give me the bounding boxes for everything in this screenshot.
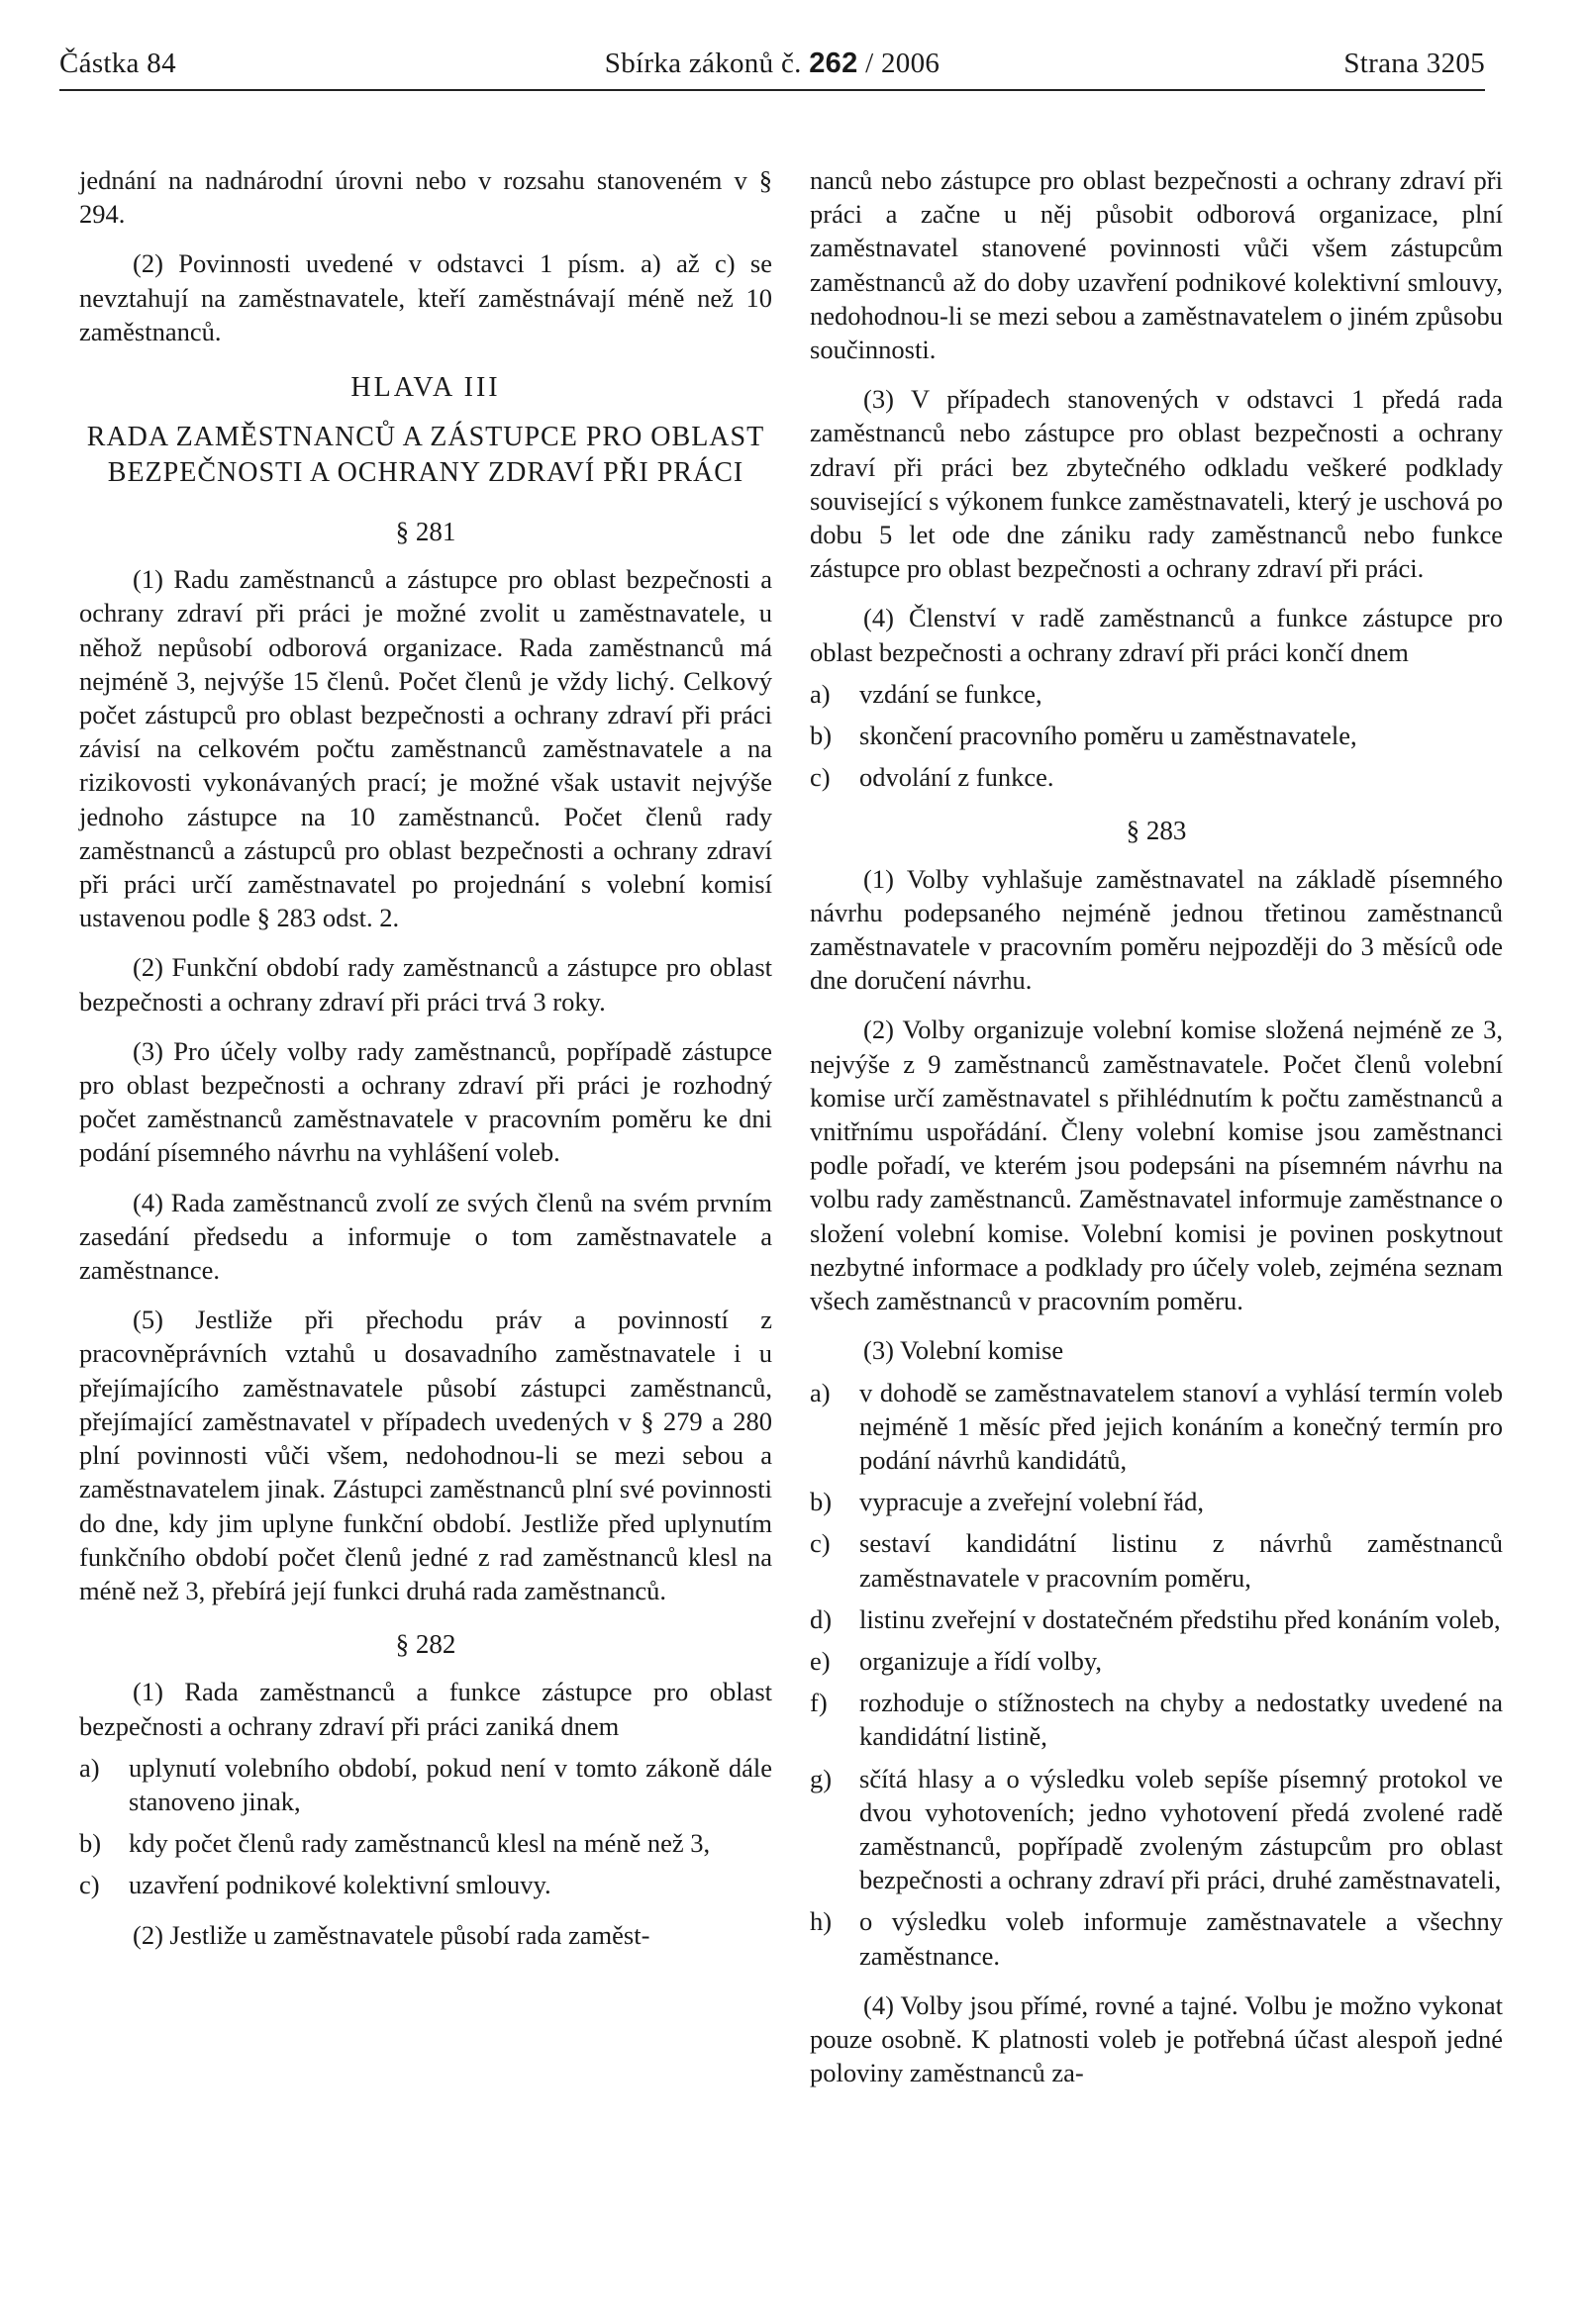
list-item <box>810 1904 1503 1972</box>
list-item-label: c) <box>810 762 831 793</box>
list-item-text: odvolání z funkce. <box>859 762 1054 793</box>
list-item-text: organizuje a řídí volby, <box>859 1645 1103 1676</box>
list-282-1 <box>79 1751 772 1902</box>
list-item-label: c) <box>810 1528 831 1559</box>
list-283-3 <box>810 1376 1503 1973</box>
list-item-label: a) <box>810 1377 831 1407</box>
page-header <box>59 48 1485 95</box>
paragraph-281-2: (2) Funkční období rady zaměstnanců a zástupce pro oblast bezpečnosti a ochrany zdraví při práci trvá 3 roky. <box>79 952 772 1017</box>
list-item-text: o výsledku voleb informuje zaměstnavatele a všechny zaměstnance. <box>859 1906 1503 1971</box>
list-item-label: a) <box>810 678 831 709</box>
list-item-text: uplynutí volebního období, pokud není v tomto zákoně dále stanoveno jinak, <box>129 1752 772 1816</box>
paragraph-280-2: (2) Povinnosti uvedené v odstavci 1 písm. a) až c) se nevztahují na zaměstnavatele, kteří zaměstnávají méně než 10 zaměstnanců. <box>79 248 772 346</box>
collection-year: / 2006 <box>865 48 940 79</box>
paragraph-281-4: (4) Rada zaměstnanců zvolí ze svých členů na svém prvním zasedání předsedu a informuje o tom zaměstnavatele a zaměstnance. <box>79 1187 772 1286</box>
paragraph-282-2-start: (2) Jestliže u zaměstnavatele působí rada zaměst- <box>133 1919 650 1950</box>
collection-title <box>59 48 1485 80</box>
list-item <box>810 1762 1503 1897</box>
paragraph-282-1: (1) Rada zaměstnanců a funkce zástupce pro oblast bezpečnosti a ochrany zdraví při práci zaniká dnem <box>79 1677 772 1741</box>
list-item <box>79 1826 772 1860</box>
paragraph-283-3: (3) Volební komise <box>863 1335 1064 1366</box>
issue-number: Částka 84 <box>59 48 176 79</box>
list-item-label: e) <box>810 1645 831 1676</box>
list-item <box>810 1376 1503 1478</box>
chapter-title: RADA ZAMĚSTNANCŮ A ZÁSTUPCE PRO OBLAST BEZPEČNOSTI A OCHRANY ZDRAVÍ PŘI PRÁCI <box>86 422 765 489</box>
list-item-label: a) <box>79 1752 100 1783</box>
list-item <box>810 760 1503 794</box>
paragraph-282-3: (3) V případech stanovených v odstavci 1 předá rada zaměstnanců nebo zástupce pro oblast bezpečnosti a ochrany zdraví při práci bez zbytečného odkladu veškeré podklady související s výkonem funkce zaměstnavateli, který je uschová po dobu 5 let ode dne zániku rady zaměstnanců nebo funkce zástupce pro oblast bezpečnosti a ochrany zdraví při práci. <box>810 384 1503 584</box>
paragraph-282-4: (4) Členství v radě zaměstnanců a funkce zástupce pro oblast bezpečnosti a ochrany zdraví při práci končí dnem <box>810 603 1503 667</box>
list-item-label: g) <box>810 1763 833 1793</box>
list-item-text: vypracuje a zveřejní volební řád, <box>859 1487 1205 1517</box>
paragraph-282-2-continued: nanců nebo zástupce pro oblast bezpečnosti a ochrany zdraví při práci a začne u něj působit odborová organizace, plní zaměstnavatel stanovené povinnosti vůči všem zástupcům zaměstnanců až do doby uzavření podnikové kolektivní smlouvy, nedohodnou-li se mezi sebou a zaměstnavatelem o jiném způsobu součinnosti. <box>810 165 1503 365</box>
list-item <box>810 1644 1503 1678</box>
list-item-text: sčítá hlasy a o výsledku voleb sepíše písemný protokol ve dvou vyhotoveních; jedno vyhotovení předá zvolené radě zaměstnanců, popřípadě zvoleným zástupcům pro oblast bezpečnosti a ochrany zdraví při práci, druhé zaměstnavateli, <box>859 1763 1503 1895</box>
list-item-text: vzdání se funkce, <box>859 678 1042 709</box>
chapter-heading: HLAVA III <box>350 372 501 404</box>
list-item-text: skončení pracovního poměru u zaměstnavatele, <box>859 721 1357 751</box>
paragraph-281-1: (1) Radu zaměstnanců a zástupce pro oblast bezpečnosti a ochrany zdraví při práci je možné zvolit u zaměstnavatele, u něhož nepůsobí odborová organizace. Rada zaměstnanců má nejméně 3, nejvýše 15 členů. Počet členů je vždy lichý. Celkový počet zástupců pro oblast bezpečnosti a ochrany zdraví při práci závisí na celkovém počtu zaměstnanců zaměstnavatele a na rizikovosti vykonávaných prací; je možné však ustavit nejvýše jednoho zástupce na 10 zaměstnanců. Počet členů rady zaměstnanců a zástupců pro oblast bezpečnosti a ochrany zdraví při práci určí zaměstnavatel po projednání s volební komisí ustavenou podle § 283 odst. 2. <box>79 564 772 933</box>
paragraph-283-2: (2) Volby organizuje volební komise složená nejméně ze 3, nejvýše z 9 zaměstnanců zaměstnavatele. Počet členů volební komise určí zaměstnavatel s přihlédnutím k počtu zaměstnanců a vnitřnímu uspořádání. Členy volební komise jsou zaměstnanci podle pořadí, ve kterém jsou podepsáni na písemném návrhu na volbu rady zaměstnanců. Zaměstnavatel informuje zaměstnance o složení volební komise. Volební komisi je povinen poskytnout nezbytné informace a podklady pro účely voleb, zejména seznam všech zaměstnanců v pracovním poměru. <box>810 1015 1503 1316</box>
list-item-label: b) <box>810 1487 833 1517</box>
list-item-text: kdy počet členů rady zaměstnanců klesl na méně než 3, <box>129 1828 711 1859</box>
list-item <box>810 1686 1503 1753</box>
list-item <box>79 1751 772 1818</box>
page-number: Strana 3205 <box>1343 48 1485 79</box>
paragraph-283-4: (4) Volby jsou přímé, rovné a tajné. Volbu je možno vykonat pouze osobně. K platnosti voleb je potřebná účast alespoň jedné poloviny zaměstnanců za- <box>810 1989 1503 2088</box>
list-item <box>810 1602 1503 1636</box>
right-column <box>810 163 1503 2105</box>
list-item-label: b) <box>79 1828 102 1859</box>
list-282-4 <box>810 677 1503 795</box>
paragraph-283-1: (1) Volby vyhlašuje zaměstnavatel na základě písemného návrhu podepsaného nejméně jednou třetinou zaměstnanců zaměstnavatele v pracovním poměru nejpozději do 3 měsíců ode dne doručení návrhu. <box>810 863 1503 996</box>
section-281-title: § 281 <box>395 517 456 547</box>
section-283-title: § 283 <box>1126 816 1187 846</box>
list-item-label: d) <box>810 1603 833 1634</box>
list-item-text: rozhoduje o stížnostech na chyby a nedostatky uvedené na kandidátní listině, <box>859 1688 1503 1752</box>
collection-prefix: Sbírka zákonů č. <box>604 48 802 79</box>
list-item-label: b) <box>810 721 833 751</box>
header-rule <box>59 89 1485 91</box>
paragraph-281-5: (5) Jestliže při přechodu práv a povinností z pracovněprávních vztahů u dosavadního zaměstnavatele i u přejímajícího zaměstnavatele působí zástupci zaměstnanců, přejímající zaměstnavatel v případech uvedených v § 279 a 280 plní povinnosti vůči všem, nedohodnou-li se mezi sebou a zaměstnavatelem jinak. Zástupci zaměstnanců plní své povinnosti do dne, kdy jim uplyne funkční období. Jestliže před uplynutím funkčního období počet členů jedné z rad zaměstnanců klesl na méně než 3, přebírá její funkci druhá rada zaměstnanců. <box>79 1305 772 1605</box>
list-item-label: f) <box>810 1688 828 1718</box>
list-item-text: sestaví kandidátní listinu z návrhů zaměstnanců zaměstnavatele v pracovním poměru, <box>859 1528 1503 1593</box>
paragraph-281-3: (3) Pro účely volby rady zaměstnanců, popřípadě zástupce pro oblast bezpečnosti a ochrany zdraví při práci je rozhodný počet zaměstnanců zaměstnavatele v pracovním poměru ke dni podání písemného návrhu na vyhlášení voleb. <box>79 1035 772 1168</box>
list-item <box>810 719 1503 752</box>
list-item <box>79 1868 772 1901</box>
list-item-text: uzavření podnikové kolektivní smlouvy. <box>129 1870 551 1900</box>
list-item-label: c) <box>79 1870 100 1900</box>
list-item <box>810 677 1503 711</box>
section-282-title: § 282 <box>395 1629 456 1660</box>
left-column <box>79 163 772 1968</box>
list-item <box>810 1485 1503 1518</box>
paragraph-intro: jednání na nadnárodní úrovni nebo v rozsahu stanoveném v § 294. <box>79 165 772 230</box>
list-item-text: v dohodě se zaměstnavatelem stanoví a vyhlásí termín voleb nejméně 1 měsíc před jejich konáním a konečný termín pro podání návrhů kandidátů, <box>859 1377 1503 1475</box>
list-item-text: listinu zveřejní v dostatečném předstihu před konáním voleb, <box>859 1603 1501 1634</box>
list-item-label: h) <box>810 1906 833 1937</box>
law-number: 262 <box>809 48 858 79</box>
list-item <box>810 1526 1503 1594</box>
